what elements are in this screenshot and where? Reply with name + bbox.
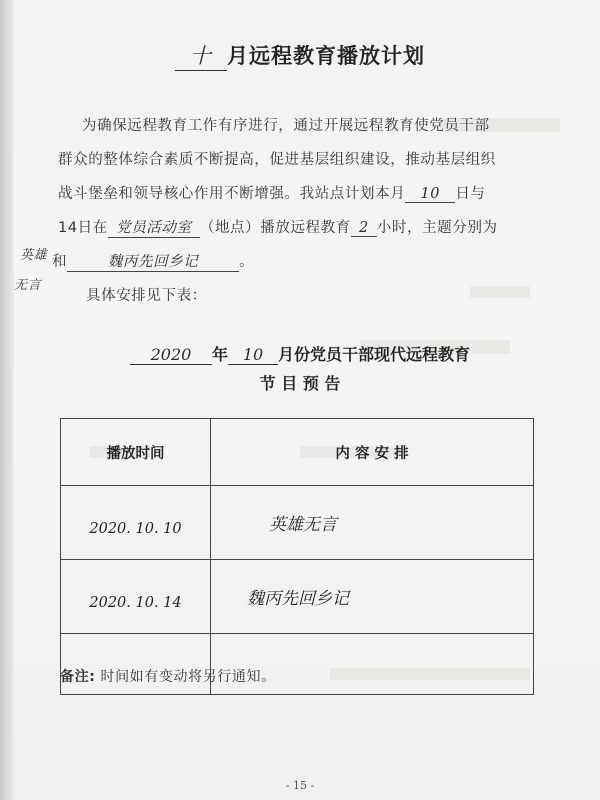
row-1-content: 英雄无言 <box>211 486 534 560</box>
row-1-date: 2020. 10. 10 <box>61 486 211 560</box>
year-field: 2020 <box>130 345 212 365</box>
intro-line-5-end: 。 <box>239 254 255 270</box>
topic-field: 魏丙先回乡记 <box>67 250 239 272</box>
header-time: 播放时间 <box>61 419 211 486</box>
intro-line-4 <box>58 216 498 238</box>
margin-note-top: 英雄 <box>20 248 48 263</box>
page-title <box>0 40 600 71</box>
place-field: 党员活动室 <box>108 216 200 238</box>
margin-note-bottom: 无言 <box>14 278 42 293</box>
hours-field: 2 <box>351 220 377 237</box>
program-heading <box>0 342 600 365</box>
day-2-field: 14 <box>58 220 78 236</box>
row-2-content: 魏丙先回乡记 <box>211 560 534 634</box>
month-field: 10 <box>228 345 278 365</box>
program-heading-text: 月份党员干部现代远程教育 <box>278 345 471 364</box>
intro-line-3-text: 战斗堡垒和领导核心作用不断增强。我站点计划本月 <box>58 186 406 202</box>
intro-line-6: 具体安排见下表： <box>86 288 207 304</box>
intro-line-2: 群众的整体综合素质不断提高，促进基层组织建设，推动基层组织 <box>58 152 496 168</box>
page-number: - 15 - <box>285 779 315 792</box>
schedule-table <box>60 418 534 695</box>
table-row <box>61 486 534 560</box>
year-suffix: 年 <box>211 345 228 364</box>
intro-line-1: 为确保远程教育工作有序进行，通过开展远程教育使党员干部 <box>82 118 490 134</box>
intro-line-4-text: （地点）播放远程教育 <box>199 220 351 236</box>
binding-edge <box>0 0 14 800</box>
note-label: 备注: <box>60 669 96 685</box>
note <box>60 666 276 686</box>
intro-line-5-and: 和 <box>52 254 68 270</box>
intro-line-5 <box>52 250 254 272</box>
title-month-blank: 十 <box>175 40 227 71</box>
row-2-date: 2020. 10. 14 <box>61 560 211 634</box>
intro-line-3-end: 日与 <box>455 186 486 202</box>
day-1-field: 10 <box>405 186 455 203</box>
note-text: 时间如有变动将另行通知。 <box>100 669 276 685</box>
intro-line-4-end: 小时，主题分别为 <box>376 220 498 236</box>
title-text: 月远程教育播放计划 <box>227 44 425 68</box>
table-row <box>61 560 534 634</box>
table-header-row <box>61 419 534 486</box>
intro-line-3 <box>58 182 486 203</box>
header-content: 内 容 安 排 <box>211 419 534 486</box>
intro-line-4-mid: 日在 <box>77 220 108 236</box>
program-subtitle: 节 目 预 告 <box>259 374 341 393</box>
